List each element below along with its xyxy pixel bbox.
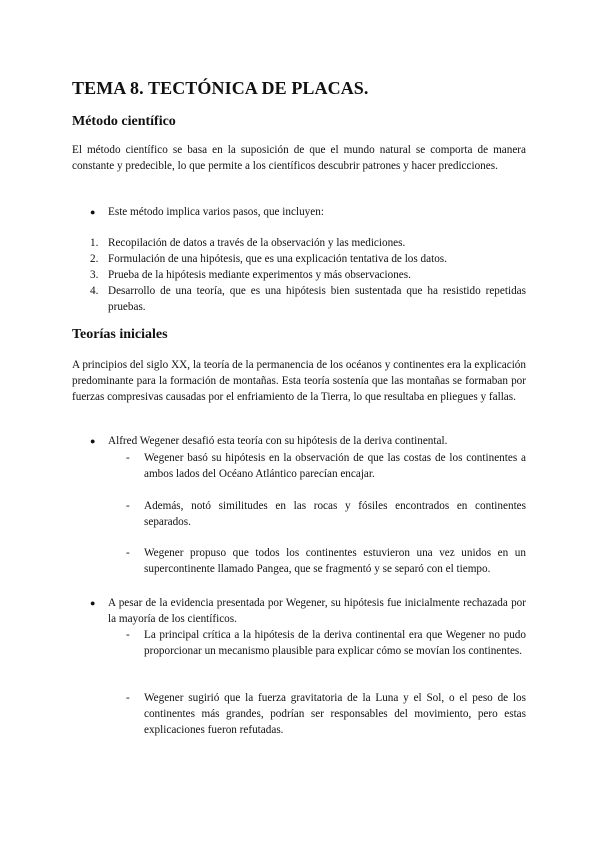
bullet-marker: ●: [90, 207, 96, 217]
sub-item: [126, 450, 526, 482]
numbered-item-3: [90, 267, 526, 283]
sub-item: [126, 545, 526, 577]
bullet-text: Alfred Wegener desafió esta teoría con su hipótesis de la deriva continental.: [108, 435, 448, 447]
dash-marker: -: [126, 692, 130, 704]
bullet-item: [90, 204, 526, 220]
number-marker: 1.: [90, 237, 99, 249]
bullet-marker: ●: [90, 598, 96, 608]
number-marker: 3.: [90, 269, 99, 281]
heading-metodo-cientifico: Método científico: [72, 114, 176, 129]
sub-item: [126, 690, 526, 738]
dash-marker: -: [126, 547, 130, 559]
paragraph-teorias-intro: A principios del siglo XX, la teoría de la permanencia de los océanos y continentes era la explicación predominante para la formación de montañas. Esta teoría sostenía que las montañas se formaban por fuerzas compresivas causadas por el enfriamiento de la Tierra, lo que resultaba en pliegues y fallas.: [72, 359, 526, 403]
sub-item: [126, 498, 526, 530]
bullet-item: [90, 433, 526, 449]
sub-item-text: Wegener basó su hipótesis en la observación de que las costas de los continentes a ambos lados del Océano Atlántico parecían encajar.: [144, 452, 526, 480]
dash-marker: -: [126, 452, 130, 464]
numbered-item-1: [90, 235, 526, 251]
numbered-item-2: [90, 251, 526, 267]
sub-item-text: Además, notó similitudes en las rocas y fósiles encontrados en continentes separados.: [144, 500, 526, 528]
numbered-text: Prueba de la hipótesis mediante experimentos y más observaciones.: [108, 269, 411, 281]
page-title: TEMA 8. TECTÓNICA DE PLACAS.: [72, 78, 369, 98]
bullet-text: A pesar de la evidencia presentada por Wegener, su hipótesis fue inicialmente rechazada por la mayoría de los científicos.: [108, 597, 526, 625]
numbered-text: Desarrollo de una teoría, que es una hipótesis bien sustentada que ha resistido repetidas pruebas.: [108, 285, 526, 313]
paragraph-metodo-intro: El método científico se basa en la suposición de que el mundo natural se comporta de manera constante y predecible, lo que permite a los científicos descubrir patrones y hacer predicciones.: [72, 144, 526, 172]
heading-teorias-iniciales: Teorías iniciales: [72, 327, 168, 342]
numbered-text: Recopilación de datos a través de la observación y las mediciones.: [108, 237, 406, 249]
bullet-item: [90, 595, 526, 627]
dash-marker: -: [126, 500, 130, 512]
sub-item-text: La principal crítica a la hipótesis de la deriva continental era que Wegener no pudo proporcionar un mecanismo plausible para explicar cómo se movían los continentes.: [144, 629, 526, 657]
bullet-marker: ●: [90, 436, 96, 446]
numbered-item-4: [90, 283, 526, 315]
dash-marker: -: [126, 629, 130, 641]
sub-item-text: Wegener propuso que todos los continentes estuvieron una vez unidos en un supercontinente llamado Pangea, que se fragmentó y se separó con el tiempo.: [144, 547, 526, 575]
bullet-text: Este método implica varios pasos, que incluyen:: [108, 206, 324, 218]
number-marker: 4.: [90, 285, 99, 297]
sub-item-text: Wegener sugirió que la fuerza gravitatoria de la Luna y el Sol, o el peso de los continentes más grandes, podrían ser responsables del movimiento, pero estas explicaciones fueron refutadas.: [144, 692, 526, 736]
sub-item: [126, 627, 526, 659]
numbered-text: Formulación de una hipótesis, que es una explicación tentativa de los datos.: [108, 253, 447, 265]
number-marker: 2.: [90, 253, 99, 265]
